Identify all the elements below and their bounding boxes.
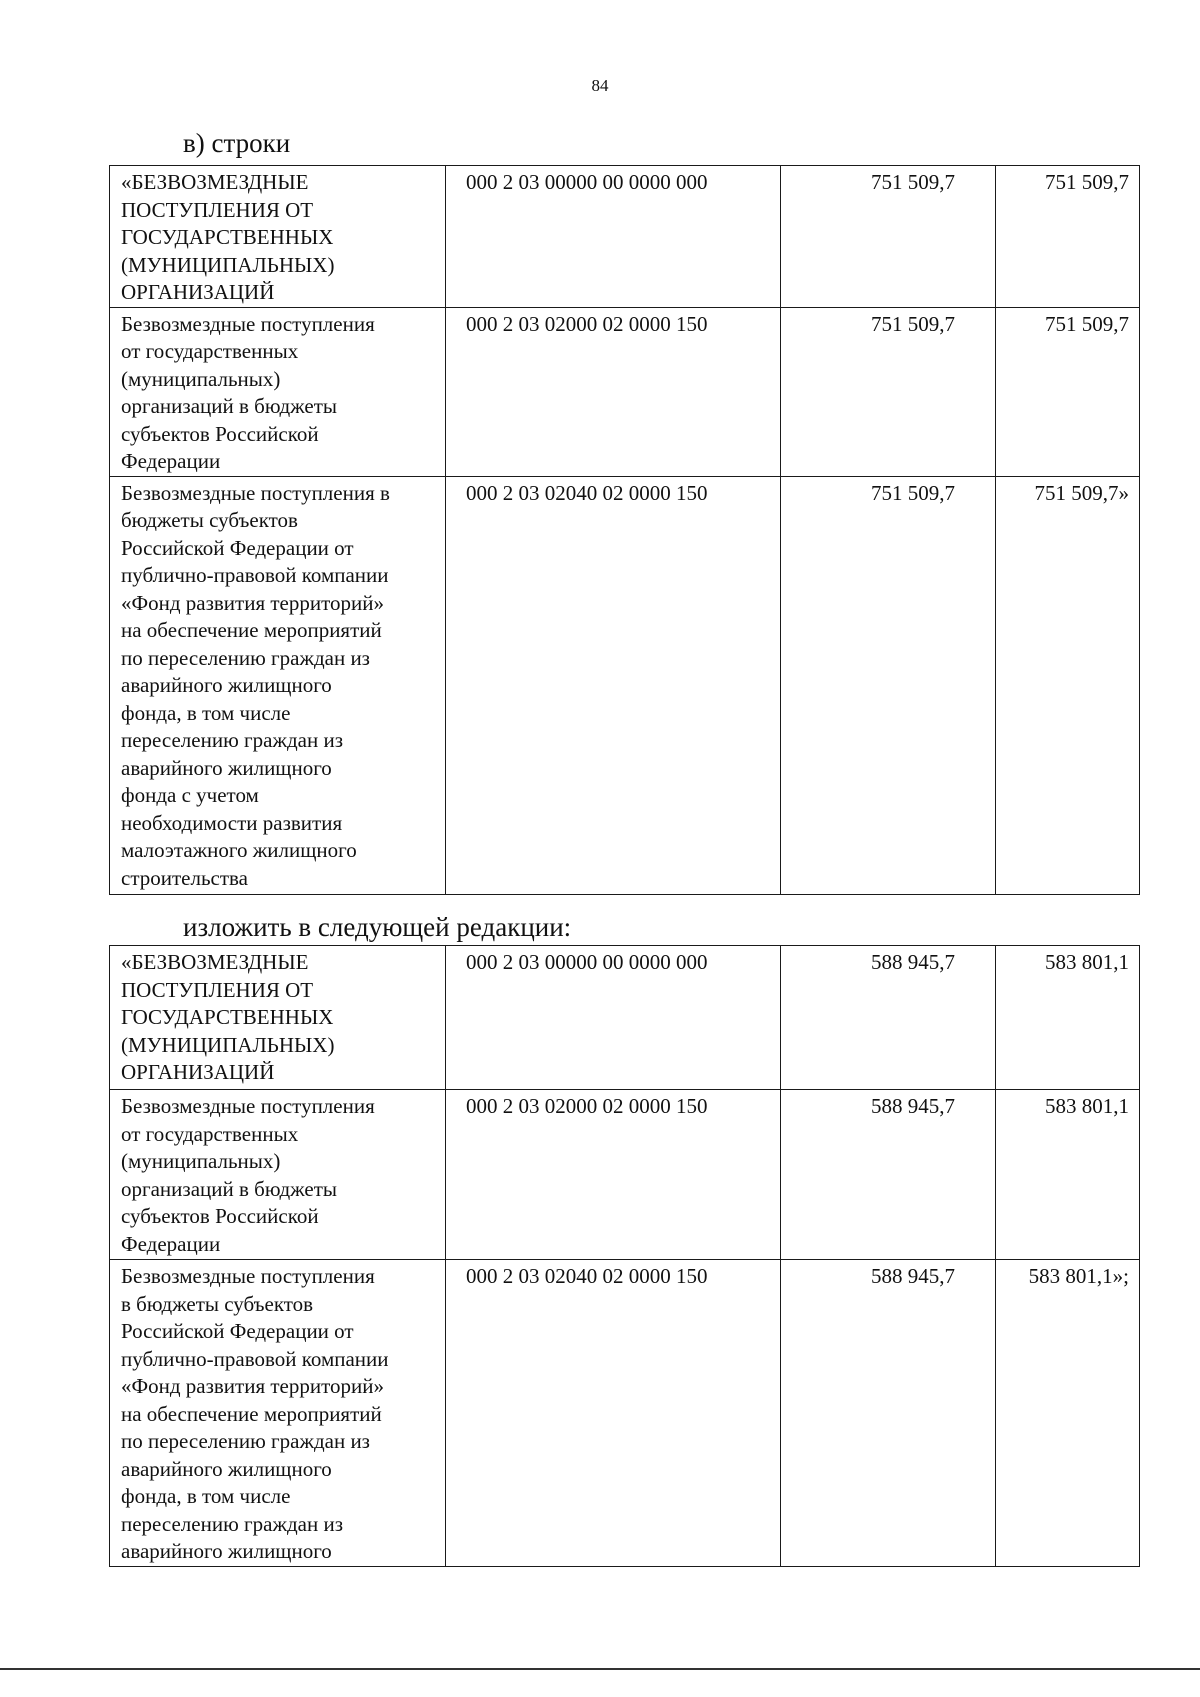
row-value-2-cell [996,476,1140,894]
row-value-1-cell [781,166,996,308]
row-name-cell [110,1090,446,1260]
table-row [110,946,1140,1090]
row-name-cell [110,476,446,894]
new-rows-table [109,945,1140,1567]
row-value-1: 588 945,7 [871,950,955,974]
row-name: «БЕЗВОЗМЕЗДНЫЕ ПОСТУПЛЕНИЯ ОТ ГОСУДАРСТВЕННЫХ (МУНИЦИПАЛЬНЫХ) ОРГАНИЗАЦИЙ [121,170,335,304]
row-value-2: 751 509,7 [1045,170,1129,194]
row-code-cell [446,1260,781,1567]
row-code-cell [446,307,781,476]
row-value-2-cell [996,1090,1140,1260]
row-value-1: 751 509,7 [871,170,955,194]
row-name: Безвозмездные поступления от государственных (муниципальных) организаций в бюджеты субъектов Российской Федерации [121,1094,375,1256]
page-number: 84 [591,76,609,95]
row-value-1: 588 945,7 [871,1094,955,1118]
row-name-cell [110,1260,446,1567]
table-row [110,166,1140,308]
row-value-2: 751 509,7» [1034,480,1129,505]
row-value-1-cell [781,307,996,476]
row-value-1-cell [781,946,996,1090]
row-value-1-cell [781,476,996,894]
row-code: 000 2 03 02040 02 0000 150 [466,1264,708,1288]
row-code: 000 2 03 02000 02 0000 150 [466,311,708,336]
row-code: 000 2 03 00000 00 0000 000 [466,950,708,974]
row-value-2: 751 509,7 [1045,311,1129,336]
row-value-1-cell [781,1260,996,1567]
section-caption: в) строки [183,128,291,158]
row-value-1: 751 509,7 [871,480,955,505]
row-value-2: 583 801,1 [1045,1094,1129,1118]
row-value-2-cell [996,166,1140,308]
replace-caption: изложить в следующей редакции: [183,912,572,942]
row-value-2: 583 801,1»; [1028,1264,1129,1288]
row-value-1: 588 945,7 [871,1264,955,1288]
row-code-cell [446,946,781,1090]
row-value-2-cell [996,307,1140,476]
table-row [110,476,1140,894]
row-value-2-cell [996,1260,1140,1567]
row-value-1-cell [781,1090,996,1260]
row-name-cell [110,307,446,476]
row-name: «БЕЗВОЗМЕЗДНЫЕ ПОСТУПЛЕНИЯ ОТ ГОСУДАРСТВЕННЫХ (МУНИЦИПАЛЬНЫХ) ОРГАНИЗАЦИЙ [121,950,335,1084]
row-name-cell [110,166,446,308]
original-rows-table [109,165,1140,895]
row-code-cell [446,1090,781,1260]
row-name: Безвозмездные поступления в бюджеты субъектов Российской Федерации от публично-правовой компании «Фонд развития территорий» на обеспечение мероприятий по переселению граждан из аварийного жилищного фонда, в том числе переселению граждан из аварийного жилищного фонда с учетом необходимости развития малоэтажного жилищного строительства [121,480,390,890]
row-value-1: 751 509,7 [871,311,955,336]
row-code: 000 2 03 02000 02 0000 150 [466,1094,708,1118]
row-name-cell [110,946,446,1090]
row-value-2-cell [996,946,1140,1090]
footer-divider [0,1668,1200,1670]
row-code: 000 2 03 00000 00 0000 000 [466,170,708,194]
row-name: Безвозмездные поступления от государственных (муниципальных) организаций в бюджеты субъектов Российской Федерации [121,311,375,473]
table-row [110,1260,1140,1567]
row-name: Безвозмездные поступления в бюджеты субъектов Российской Федерации от публично-правовой компании «Фонд развития территорий» на обеспечение мероприятий по переселению граждан из аварийного жилищного фонда, в том числе переселению граждан из аварийного жилищного [121,1264,389,1563]
row-value-2: 583 801,1 [1045,950,1129,974]
row-code-cell [446,166,781,308]
row-code: 000 2 03 02040 02 0000 150 [466,480,708,505]
table-row [110,1090,1140,1260]
table-row [110,307,1140,476]
row-code-cell [446,476,781,894]
